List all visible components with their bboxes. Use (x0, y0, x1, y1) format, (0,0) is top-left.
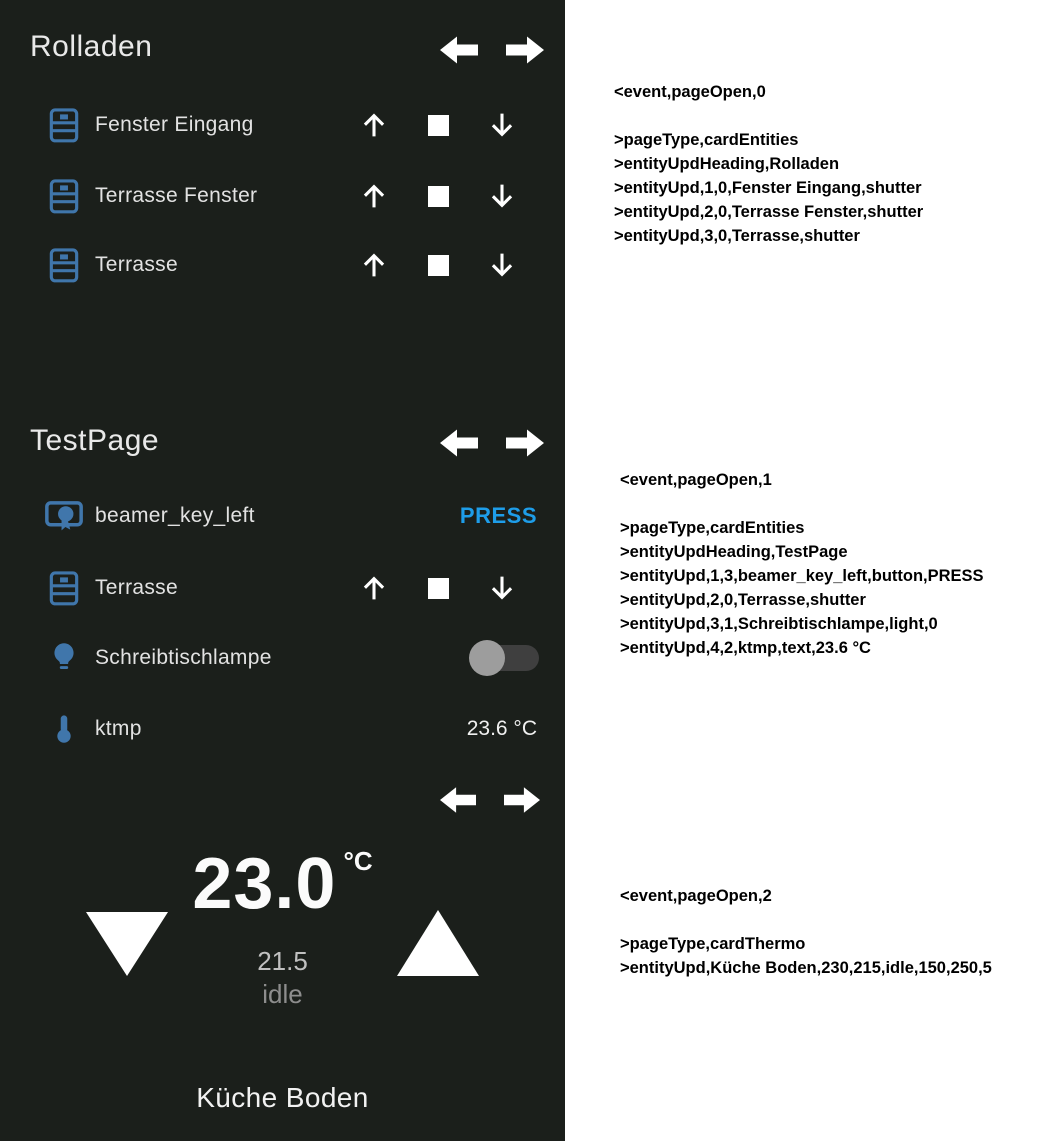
entity-label: Terrasse (95, 253, 178, 276)
temperature-unit: °C (343, 846, 373, 876)
nav-next-icon[interactable] (506, 428, 544, 458)
entity-row (0, 166, 565, 226)
protocol-line: >entityUpdHeading,TestPage (620, 543, 848, 561)
protocol-event-line: <event,pageOpen,1 (620, 471, 772, 489)
nav-prev-icon[interactable] (440, 35, 478, 65)
page-nav (440, 785, 540, 815)
sensor-value: 23.6 °C (466, 717, 537, 740)
nav-next-icon[interactable] (504, 785, 540, 815)
toggle-knob (469, 640, 505, 676)
entity-label: Schreibtischlampe (95, 646, 272, 669)
shutter-up-button[interactable] (342, 166, 406, 226)
nav-prev-icon[interactable] (440, 428, 478, 458)
stop-square-icon (428, 578, 449, 599)
target-temperature: 21.5 (257, 946, 308, 976)
entity-label: ktmp (95, 717, 142, 740)
current-temperature (0, 844, 565, 924)
page-title: TestPage (30, 424, 160, 457)
protocol-event-line: <event,pageOpen,0 (614, 83, 766, 101)
window-shutter-icon (40, 245, 88, 285)
window-shutter-icon (40, 176, 88, 216)
entity-row (0, 628, 565, 688)
shutter-down-button[interactable] (470, 166, 534, 226)
protocol-line: >entityUpd,3,0,Terrasse,shutter (614, 227, 860, 245)
protocol-block-page1 (620, 468, 984, 660)
gesture-tap-button-icon (40, 495, 88, 537)
card-rolladen (0, 0, 565, 390)
shutter-down-button[interactable] (470, 235, 534, 295)
entity-row (0, 486, 565, 546)
protocol-event-line: <event,pageOpen,2 (620, 887, 772, 905)
window-shutter-icon (40, 568, 88, 608)
shutter-down-button[interactable] (470, 95, 534, 155)
entity-label: Terrasse (95, 576, 178, 599)
shutter-stop-button[interactable] (406, 95, 470, 155)
window-shutter-icon (40, 105, 88, 145)
shutter-controls (342, 166, 534, 226)
protocol-line: >entityUpd,2,0,Terrasse,shutter (620, 591, 866, 609)
stop-square-icon (428, 115, 449, 136)
protocol-line: >entityUpd,1,3,beamer_key_left,button,PRESS (620, 567, 984, 585)
current-temperature-value: 23.0 (192, 844, 337, 924)
shutter-stop-button[interactable] (406, 166, 470, 226)
entity-row (0, 699, 565, 759)
entity-row (0, 235, 565, 295)
shutter-up-button[interactable] (342, 558, 406, 618)
thermometer-icon (40, 710, 88, 748)
protocol-line: >entityUpd,1,0,Fenster Eingang,shutter (614, 179, 922, 197)
page-title: Rolladen (30, 30, 153, 63)
protocol-line: >pageType,cardEntities (620, 519, 805, 537)
protocol-line: >pageType,cardThermo (620, 935, 806, 953)
shutter-up-button[interactable] (342, 235, 406, 295)
light-toggle[interactable] (469, 639, 539, 677)
protocol-line: >entityUpd,3,1,Schreibtischlampe,light,0 (620, 615, 938, 633)
entity-label: beamer_key_left (95, 504, 255, 527)
stop-square-icon (428, 255, 449, 276)
entity-label: Terrasse Fenster (95, 184, 258, 207)
page-nav (440, 35, 544, 65)
shutter-stop-button[interactable] (406, 558, 470, 618)
entity-label: Fenster Eingang (95, 113, 254, 136)
shutter-controls (342, 558, 534, 618)
thermostat-name: Küche Boden (196, 1082, 369, 1113)
shutter-controls (342, 235, 534, 295)
nav-prev-icon[interactable] (440, 785, 476, 815)
hvac-state: idle (262, 979, 303, 1009)
shutter-down-button[interactable] (470, 558, 534, 618)
press-button[interactable]: PRESS (459, 503, 537, 528)
protocol-line: >entityUpd,4,2,ktmp,text,23.6 °C (620, 639, 871, 657)
nav-next-icon[interactable] (506, 35, 544, 65)
protocol-block-page0 (614, 80, 923, 248)
lightbulb-icon (40, 638, 88, 678)
shutter-stop-button[interactable] (406, 235, 470, 295)
protocol-block-page2 (620, 884, 992, 980)
stop-square-icon (428, 186, 449, 207)
protocol-line: >entityUpd,Küche Boden,230,215,idle,150,250,5 (620, 959, 992, 977)
entity-row (0, 558, 565, 618)
protocol-line: >pageType,cardEntities (614, 131, 799, 149)
card-testpage (0, 390, 565, 760)
shutter-up-button[interactable] (342, 95, 406, 155)
protocol-line: >entityUpd,2,0,Terrasse Fenster,shutter (614, 203, 924, 221)
card-thermo (0, 760, 565, 1141)
shutter-controls (342, 95, 534, 155)
protocol-line: >entityUpdHeading,Rolladen (614, 155, 840, 173)
entity-row (0, 95, 565, 155)
page-nav (440, 428, 544, 458)
